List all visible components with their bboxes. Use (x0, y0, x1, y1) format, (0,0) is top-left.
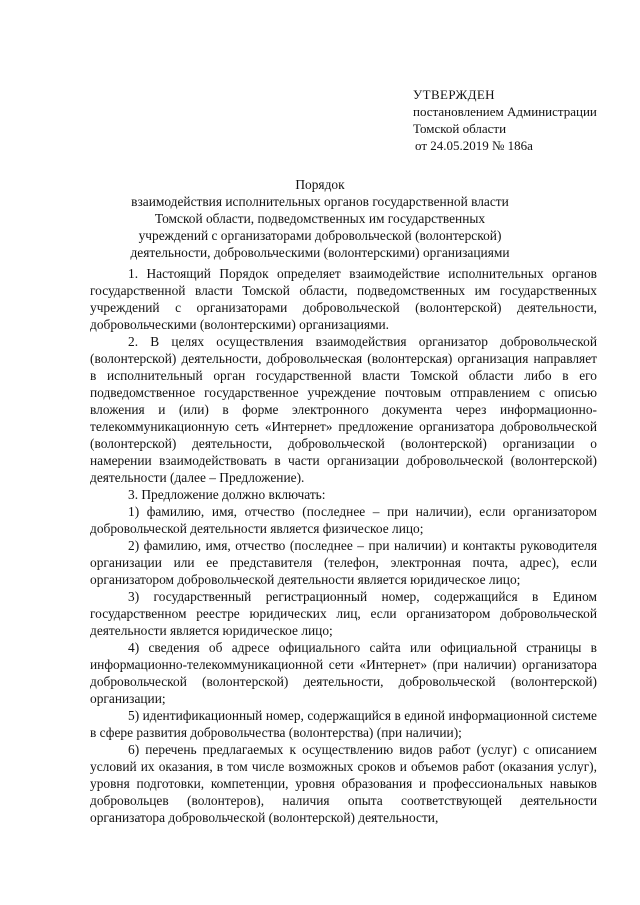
title-line-3: Томской области, подведомственных им государственных (154, 211, 486, 226)
approval-line-2: Томской области (413, 121, 507, 136)
list-item-5: 5) идентификационный номер, содержащийся в единой информационной системе в сфере развития добровольчества (волонтерства) (при наличии); (90, 708, 597, 740)
approval-stamp (413, 86, 623, 154)
title-line-5: деятельности, добровольческими (волонтерскими) организациями (130, 245, 510, 260)
approval-line-3: от 24.05.2019 № 186а (415, 138, 533, 153)
list-item-6: 6) перечень предлагаемых к осуществлению видов работ (услуг) с описанием условий их оказания, в том числе возможных сроков и объемов работ (оказания услуг), уровня подготовки, компетенции, уровня образования и профессиональных навыков добровольцев (волонтеров), наличия опыта соответствующей деятельности организатора добровольческой (волонтерской) деятельности, (90, 742, 597, 825)
paragraph-3: 3. Предложение должно включать: (128, 487, 326, 502)
title-line-1: Порядок (295, 177, 345, 192)
title-line-4: учреждений с организаторами добровольческой (волонтерской) (138, 228, 502, 243)
paragraph-1: 1. Настоящий Порядок определяет взаимодействие исполнительных органов государственной власти Томской области, подведомственных им государственных учреждений с организаторами добровольческой (волонтерской) деятельности, добровольческими (волонтерскими) организациями. (90, 266, 597, 332)
paragraph-2: 2. В целях осуществления взаимодействия организатор добровольческой (волонтерской) деятельности, добровольческая (волонтерская) организация направляет в исполнительный орган государственной власти Томской области либо в его подведомственное государственное учреждение почтовым отправлением с описью вложения и (или) в форме электронного документа через информационно-телекоммуникационную сеть «Интернет» предложение организатора добровольческой (волонтерской) деятельности, добровольческой (волонтерской) организации о намерении взаимодействовать в части организации добровольческой (волонтерской) деятельности (далее – Предложение). (90, 334, 597, 485)
document-title (120, 176, 520, 261)
title-line-2: взаимодействия исполнительных органов государственной власти (131, 194, 509, 209)
approval-line-1: постановлением Администрации (413, 104, 597, 119)
list-item-2: 2) фамилию, имя, отчество (последнее – при наличии) и контакты руководителя организации или ее представителя (телефон, электронная почта, адрес), если организатором добровольческой деятельности является юридическое лицо; (90, 538, 597, 587)
list-item-1: 1) фамилию, имя, отчество (последнее – при наличии), если организатором добровольческой деятельности является физическое лицо; (90, 504, 597, 536)
list-item-4: 4) сведения об адресе официального сайта или официальной страницы в информационно-телекоммуникационной сети «Интернет» (при наличии) организатора добровольческой (волонтерской) деятельности, добровольческой (волонтерской) организации; (90, 640, 597, 706)
approval-heading: УТВЕРЖДЕН (413, 87, 495, 102)
document-body (90, 265, 597, 826)
list-item-3: 3) государственный регистрационный номер, содержащийся в Едином государственном реестре юридических лиц, если организатором добровольческой деятельности является юридическое лицо; (90, 589, 597, 638)
